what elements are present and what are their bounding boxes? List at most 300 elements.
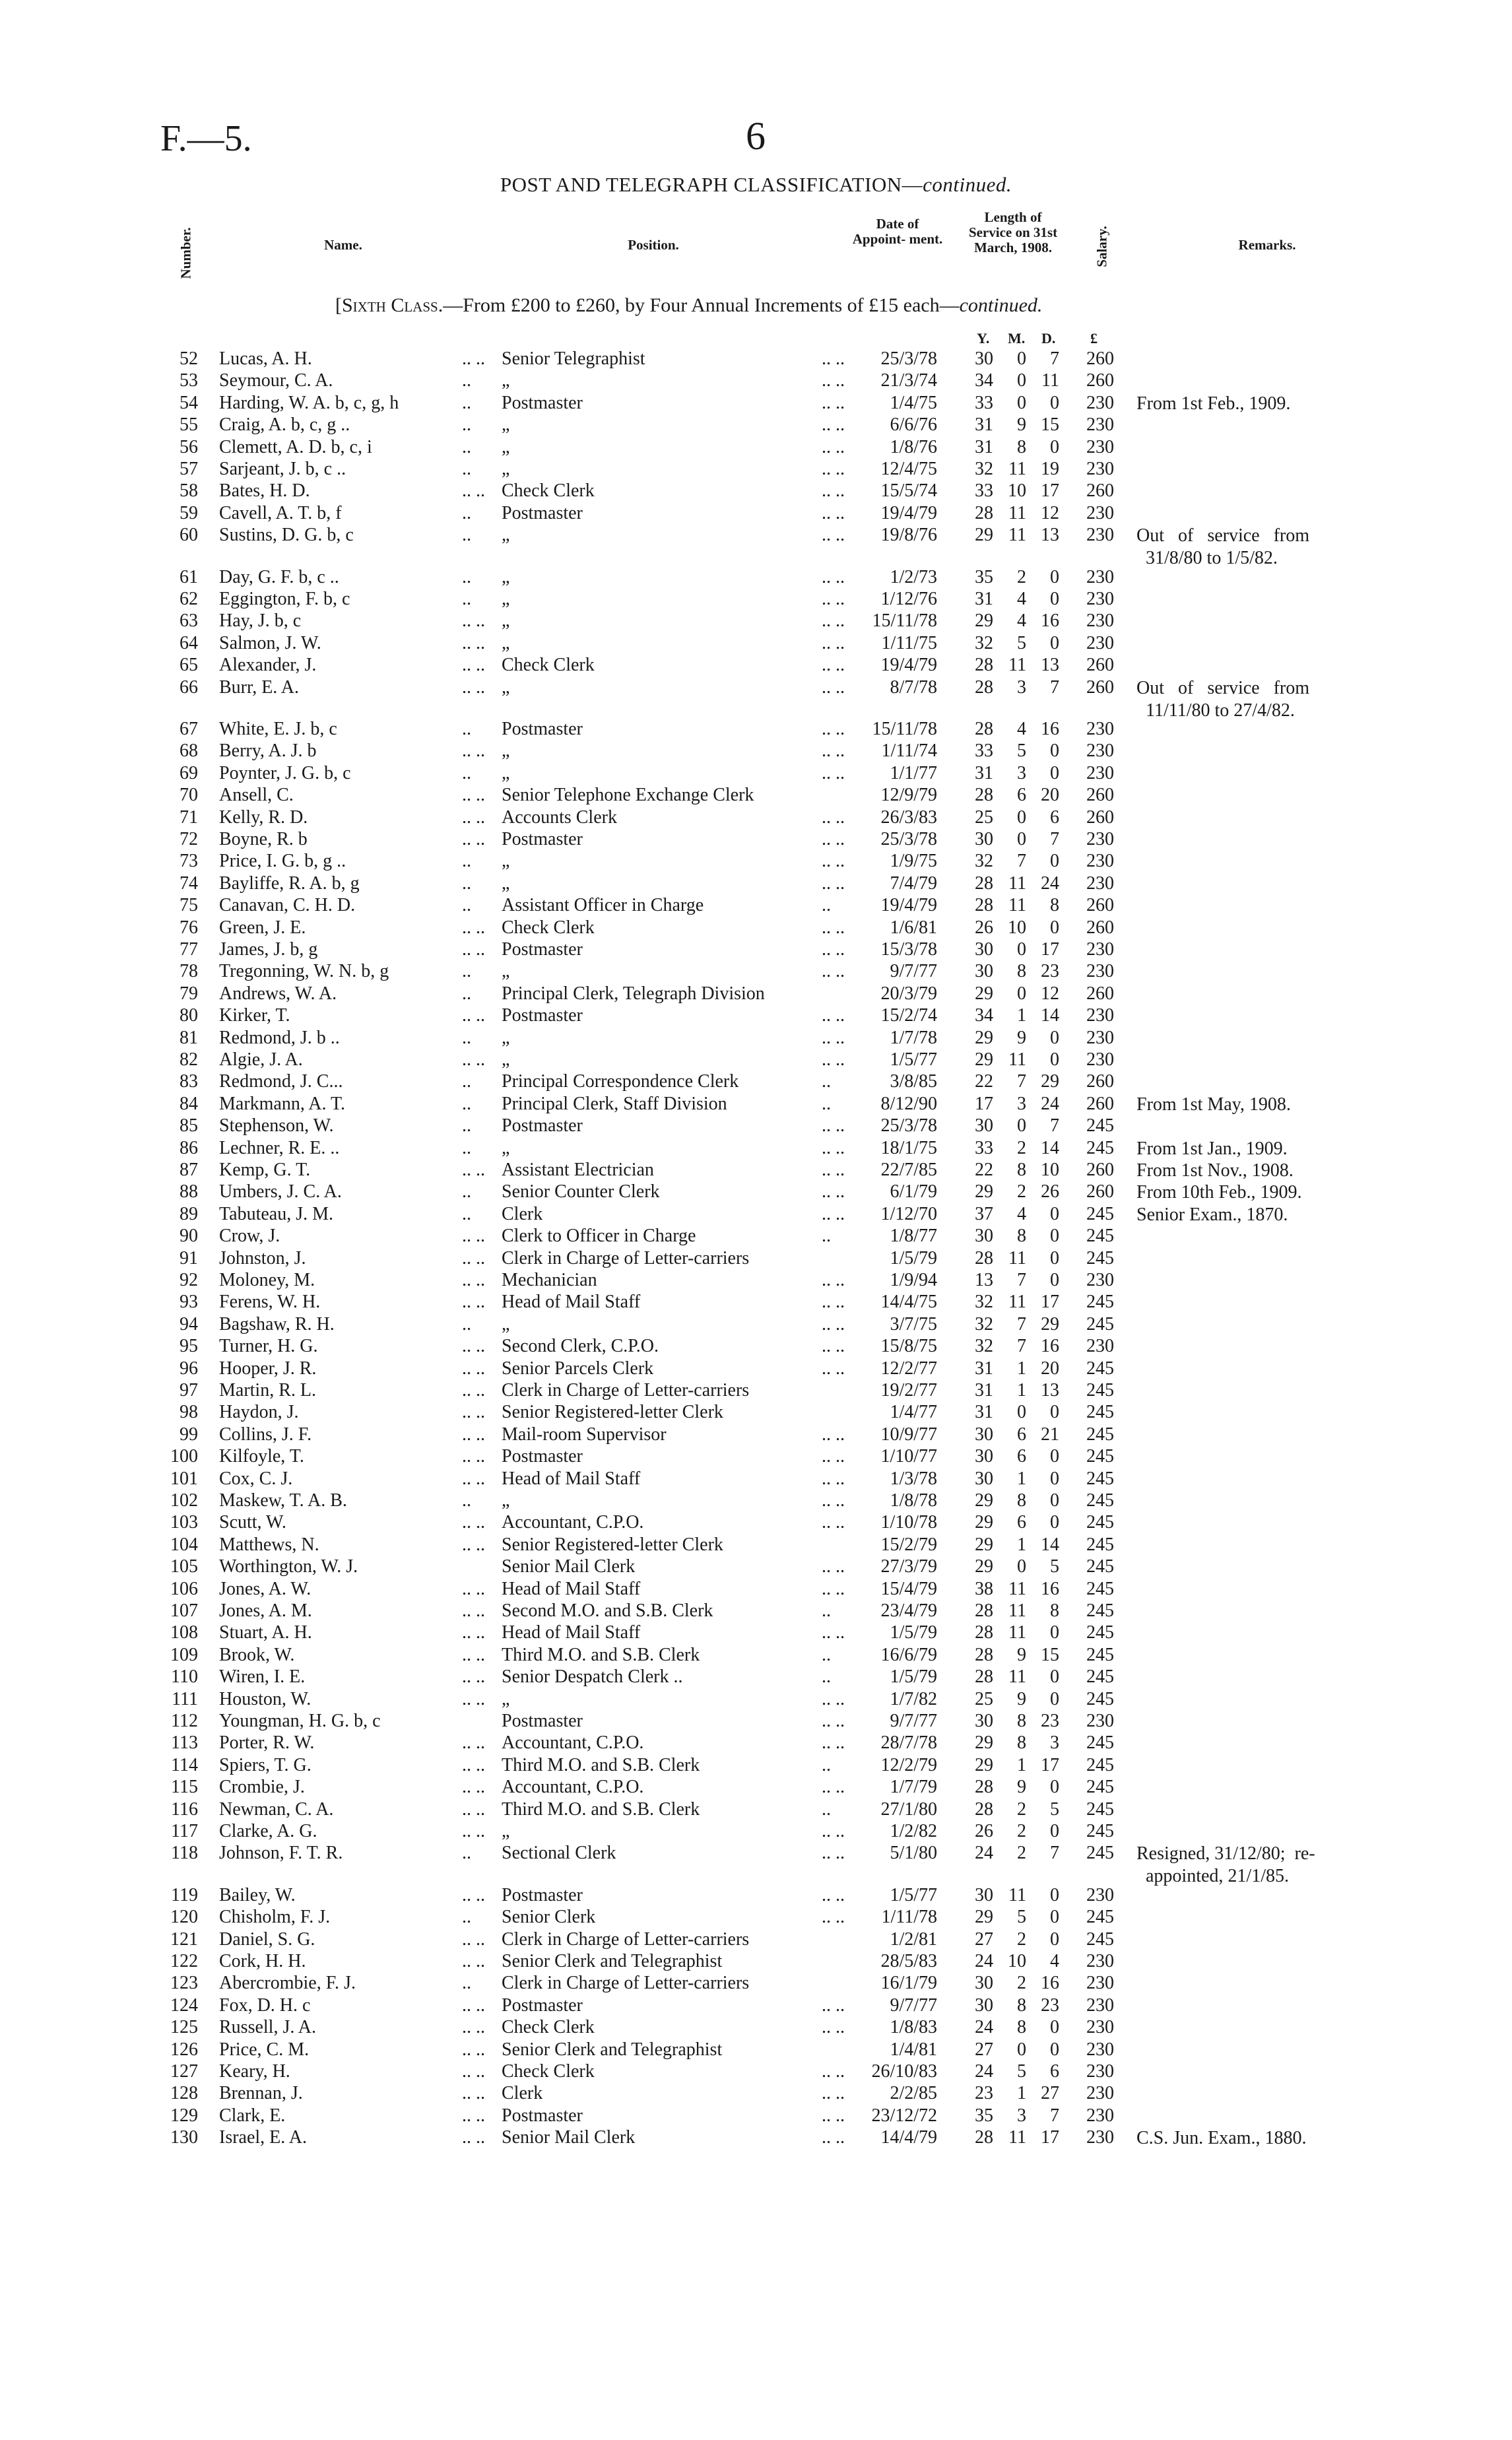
appointment-date: 1/10/77: [880, 1446, 937, 1467]
staff-name: Eggington, F. b, c: [219, 589, 350, 609]
appointment-date: 18/1/75: [880, 1137, 937, 1158]
staff-name: Price, I. G. b, g ..: [219, 851, 346, 872]
service-months: 11: [1008, 655, 1026, 676]
service-years: 28: [975, 1644, 993, 1665]
staff-name: Daniel, S. G.: [219, 1929, 315, 1950]
salary: 230: [1086, 1995, 1114, 2016]
service-months: 10: [1008, 917, 1026, 938]
leader-dots: ..: [462, 370, 471, 391]
service-days: 29: [1041, 1071, 1059, 1092]
row-number: 53: [180, 370, 198, 391]
table-row: [0, 1204, 1512, 1225]
row-number: 98: [180, 1402, 198, 1423]
class-suffix: continued.: [959, 294, 1043, 316]
staff-position: Mail-room Supervisor: [502, 1424, 667, 1445]
table-row: [0, 1468, 1512, 1490]
row-number: 130: [170, 2127, 198, 2148]
service-months: 6: [1017, 1446, 1026, 1467]
service-months: 3: [1017, 762, 1026, 783]
salary: 245: [1086, 1600, 1114, 1621]
staff-name: Jones, A. M.: [219, 1600, 312, 1621]
service-months: 7: [1017, 1071, 1026, 1092]
leader-dots: ..: [822, 895, 831, 916]
appointment-date: 15/11/78: [872, 719, 937, 739]
leader-dots: .. ..: [822, 1884, 845, 1905]
staff-name: Tabuteau, J. M.: [219, 1203, 334, 1224]
leader-dots: ..: [822, 1754, 831, 1775]
row-number: 97: [180, 1380, 198, 1401]
row-number: 105: [170, 1556, 198, 1577]
service-days: 11: [1041, 370, 1059, 391]
row-number: 103: [170, 1512, 198, 1533]
service-years: 29: [975, 1049, 993, 1070]
service-months: 6: [1017, 785, 1026, 806]
service-years: 31: [975, 414, 993, 436]
staff-name: Stephenson, W.: [219, 1115, 334, 1137]
appointment-date: 1/7/79: [890, 1777, 937, 1798]
salary: 245: [1086, 1490, 1114, 1511]
service-years: 29: [975, 1732, 993, 1754]
table-row: [0, 1115, 1512, 1137]
row-number: 93: [180, 1292, 198, 1313]
leader-dots: .. ..: [822, 566, 845, 587]
service-days: 7: [1050, 348, 1059, 369]
service-days: 16: [1041, 1336, 1059, 1357]
row-number: 117: [171, 1821, 198, 1841]
table-row: [0, 1843, 1512, 1887]
row-number: 77: [180, 939, 198, 960]
service-years: 24: [975, 2061, 993, 2082]
service-days: 0: [1050, 1666, 1059, 1688]
leader-dots: .. ..: [462, 1468, 485, 1489]
service-days: 0: [1050, 1929, 1059, 1950]
leader-dots: .. ..: [822, 762, 845, 783]
row-number: 76: [180, 917, 198, 938]
staff-name: Cork, H. H.: [219, 1951, 306, 1971]
service-months: 11: [1008, 1884, 1026, 1905]
service-months: 4: [1017, 589, 1026, 609]
service-years: 34: [975, 1005, 993, 1026]
staff-position: „: [502, 589, 510, 609]
table-row: [0, 633, 1512, 654]
staff-name: Lechner, R. E. ..: [219, 1137, 340, 1158]
leader-dots: .. ..: [822, 851, 845, 872]
staff-name: Newman, C. A.: [219, 1798, 334, 1820]
staff-position: „: [502, 873, 510, 894]
row-number: 87: [180, 1160, 198, 1180]
service-months: 11: [1008, 502, 1026, 523]
staff-name: Kelly, R. D.: [219, 807, 308, 828]
row-number: 54: [180, 392, 198, 413]
service-years: 31: [975, 1358, 993, 1379]
service-months: 0: [1017, 370, 1026, 391]
service-years: 30: [975, 348, 993, 369]
table-row: [0, 1094, 1512, 1115]
leader-dots: .. ..: [462, 1380, 485, 1401]
service-years: 30: [975, 1995, 993, 2016]
appointment-date: 1/10/78: [880, 1512, 937, 1533]
row-number: 73: [180, 851, 198, 872]
table-row: [0, 1755, 1512, 1776]
leader-dots: .. ..: [822, 436, 845, 457]
service-months: 11: [1008, 1622, 1026, 1643]
leader-dots: ..: [462, 436, 471, 457]
service-months: 11: [1008, 895, 1026, 916]
staff-name: Sustins, D. G. b, c: [219, 525, 354, 546]
service-months: 2: [1017, 1137, 1026, 1158]
service-months: 2: [1017, 1798, 1026, 1820]
salary: 230: [1086, 2017, 1114, 2038]
salary: 245: [1086, 1534, 1114, 1555]
row-number: 82: [180, 1049, 198, 1070]
appointment-date: 1/8/76: [890, 436, 937, 457]
table-row: [0, 1424, 1512, 1445]
leader-dots: .. ..: [822, 414, 845, 436]
leader-dots: .. ..: [822, 1821, 845, 1841]
service-years: 22: [975, 1071, 993, 1092]
staff-name: Umbers, J. C. A.: [219, 1181, 342, 1203]
staff-position: Senior Telephone Exchange Clerk: [502, 785, 754, 806]
salary: 245: [1086, 1929, 1114, 1950]
staff-name: Hooper, J. R.: [219, 1358, 317, 1379]
column-header-name: Name.: [324, 237, 362, 253]
leader-dots: .. ..: [822, 939, 845, 960]
table-row: [0, 1138, 1512, 1159]
leader-dots: ..: [462, 1843, 471, 1864]
leader-dots: .. ..: [822, 655, 845, 676]
salary: 230: [1086, 2061, 1114, 2082]
staff-name: Martin, R. L.: [219, 1380, 316, 1401]
salary: 260: [1086, 983, 1114, 1004]
staff-position: Third M.O. and S.B. Clerk: [502, 1754, 700, 1775]
service-days: 26: [1041, 1181, 1059, 1203]
staff-name: James, J. b, g: [219, 939, 318, 960]
staff-position: „: [502, 961, 510, 982]
appointment-date: 19/4/79: [880, 655, 937, 676]
service-years: 30: [975, 1424, 993, 1445]
row-number: 84: [180, 1093, 198, 1114]
service-days: 5: [1050, 1798, 1059, 1820]
appointment-date: 28/5/83: [880, 1951, 937, 1971]
service-years: 28: [975, 1247, 993, 1269]
row-number: 88: [180, 1181, 198, 1203]
service-days: 24: [1041, 1093, 1059, 1114]
row-number: 116: [171, 1798, 198, 1820]
service-months: 8: [1017, 1226, 1026, 1247]
service-years: 33: [975, 741, 993, 762]
salary: 245: [1086, 1358, 1114, 1379]
staff-name: Moloney, M.: [219, 1270, 315, 1290]
row-number: 113: [171, 1732, 198, 1754]
row-number: 78: [180, 961, 198, 982]
row-number: 90: [180, 1226, 198, 1247]
appointment-date: 15/3/78: [880, 939, 937, 960]
salary: 245: [1086, 1843, 1114, 1864]
service-years: 28: [975, 873, 993, 894]
staff-position: Head of Mail Staff: [502, 1292, 641, 1313]
remarks: From 1st May, 1908.: [1136, 1094, 1291, 1115]
leader-dots: .. ..: [822, 1688, 845, 1709]
row-number: 85: [180, 1115, 198, 1137]
staff-name: Israel, E. A.: [219, 2127, 307, 2148]
staff-name: Markmann, A. T.: [219, 1093, 346, 1114]
service-years: 29: [975, 1027, 993, 1048]
salary: 245: [1086, 1402, 1114, 1423]
staff-name: Alexander, J.: [219, 655, 317, 676]
salary: 245: [1086, 1446, 1114, 1467]
appointment-date: 1/4/77: [890, 1402, 937, 1423]
service-years: 30: [975, 1973, 993, 1994]
staff-position: Mechanician: [502, 1270, 597, 1290]
appointment-date: 27/1/80: [880, 1798, 937, 1820]
table-row: [0, 763, 1512, 784]
service-days: 0: [1050, 1490, 1059, 1511]
table-row: [0, 2127, 1512, 2148]
appointment-date: 19/4/79: [880, 502, 937, 523]
table-row: [0, 1336, 1512, 1357]
staff-position: Senior Mail Clerk: [502, 2127, 636, 2148]
staff-position: Check Clerk: [502, 2061, 595, 2082]
service-months: 8: [1017, 2017, 1026, 2038]
service-days: 3: [1050, 1732, 1059, 1754]
leader-dots: .. ..: [822, 502, 845, 523]
service-days: 0: [1050, 1622, 1059, 1643]
salary: 230: [1086, 829, 1114, 849]
salary: 230: [1086, 414, 1114, 436]
row-number: 101: [170, 1468, 198, 1489]
row-number: 108: [170, 1622, 198, 1643]
service-years: 28: [975, 1798, 993, 1820]
appointment-date: 12/2/77: [880, 1358, 937, 1379]
service-years: 28: [975, 1777, 993, 1798]
row-number: 100: [170, 1446, 198, 1467]
service-years: 33: [975, 1137, 993, 1158]
staff-position: Postmaster: [502, 1005, 583, 1026]
service-days: 0: [1050, 2017, 1059, 2038]
staff-position: Senior Registered-letter Clerk: [502, 1534, 723, 1555]
staff-position: Senior Telegraphist: [502, 348, 645, 369]
service-days: 17: [1041, 1754, 1059, 1775]
class-name: Sixth Class: [342, 294, 438, 316]
staff-name: Lucas, A. H.: [219, 348, 312, 369]
leader-dots: .. ..: [822, 1115, 845, 1137]
staff-name: Poynter, J. G. b, c: [219, 762, 351, 783]
leader-dots: ..: [462, 525, 471, 546]
row-number: 91: [180, 1247, 198, 1269]
service-days: 23: [1041, 1995, 1059, 2016]
table-row: [0, 589, 1512, 610]
row-number: 52: [180, 348, 198, 369]
appointment-date: 15/2/74: [880, 1005, 937, 1026]
service-years: 28: [975, 785, 993, 806]
table-row: [0, 1689, 1512, 1710]
row-number: 65: [180, 655, 198, 676]
leader-dots: .. ..: [462, 939, 485, 960]
service-days: 14: [1041, 1005, 1059, 1026]
service-days: 7: [1050, 2105, 1059, 2126]
salary: 245: [1086, 1380, 1114, 1401]
salary: 230: [1086, 436, 1114, 457]
salary: 245: [1086, 1644, 1114, 1665]
table-row: [0, 1600, 1512, 1622]
column-header-remarks: Remarks.: [1238, 237, 1296, 253]
service-days: 0: [1050, 1512, 1059, 1533]
table-row: [0, 829, 1512, 850]
leader-dots: .. ..: [822, 1005, 845, 1026]
staff-position: Senior Clerk: [502, 1907, 596, 1928]
salary: 230: [1086, 762, 1114, 783]
row-number: 59: [180, 502, 198, 523]
service-months: 1: [1017, 1380, 1026, 1401]
leader-dots: .. ..: [822, 1512, 845, 1533]
table-row: [0, 676, 1512, 721]
table-row: [0, 2039, 1512, 2061]
service-months: 11: [1008, 1666, 1026, 1688]
service-years: 28: [975, 895, 993, 916]
staff-position: Postmaster: [502, 829, 583, 849]
staff-position: Assistant Officer in Charge: [502, 895, 704, 916]
row-number: 60: [180, 525, 198, 546]
salary: 245: [1086, 1115, 1114, 1137]
salary: 230: [1086, 1027, 1114, 1048]
table-row: [0, 961, 1512, 982]
service-months: 2: [1017, 1181, 1026, 1203]
staff-name: Kirker, T.: [219, 1005, 290, 1026]
service-years: 31: [975, 436, 993, 457]
appointment-date: 1/3/78: [890, 1468, 937, 1489]
service-months: 5: [1017, 741, 1026, 762]
table-row: [0, 873, 1512, 894]
staff-name: Boyne, R. b: [219, 829, 308, 849]
salary: 230: [1086, 525, 1114, 546]
table-row: [0, 1181, 1512, 1203]
salary: 230: [1086, 2127, 1114, 2148]
leader-dots: .. ..: [822, 961, 845, 982]
service-years: 32: [975, 1336, 993, 1357]
row-number: 70: [180, 785, 198, 806]
appointment-date: 2/2/85: [890, 2083, 937, 2104]
staff-name: Redmond, J. b ..: [219, 1027, 340, 1048]
appointment-date: 10/9/77: [880, 1424, 937, 1445]
service-months: 4: [1017, 719, 1026, 739]
salary: 260: [1086, 895, 1114, 916]
appointment-date: 1/2/81: [890, 1929, 937, 1950]
leader-dots: .. ..: [462, 1005, 485, 1026]
leader-dots: .. ..: [822, 392, 845, 413]
leader-dots: .. ..: [822, 348, 845, 369]
salary: 245: [1086, 1203, 1114, 1224]
staff-position: Postmaster: [502, 502, 583, 523]
staff-name: Chisholm, F. J.: [219, 1907, 331, 1928]
staff-position: Postmaster: [502, 2105, 583, 2126]
leader-dots: ..: [822, 1071, 831, 1092]
leader-dots: .. ..: [462, 655, 485, 676]
staff-position: Postmaster: [502, 392, 583, 413]
staff-position: Clerk in Charge of Letter-carriers: [502, 1929, 750, 1950]
service-months: 11: [1008, 1049, 1026, 1070]
service-days: 12: [1041, 502, 1059, 523]
service-months: 0: [1017, 1115, 1026, 1137]
table-row: [0, 1534, 1512, 1556]
service-months: 0: [1017, 2039, 1026, 2060]
salary: 260: [1086, 1181, 1114, 1203]
leader-dots: ..: [822, 1666, 831, 1688]
row-number: 83: [180, 1071, 198, 1092]
staff-position: Senior Clerk and Telegraphist: [502, 1951, 723, 1971]
leader-dots: .. ..: [822, 1843, 845, 1864]
salary: 245: [1086, 1688, 1114, 1709]
service-days: 0: [1050, 1821, 1059, 1841]
staff-position: Postmaster: [502, 939, 583, 960]
table-row: [0, 655, 1512, 676]
table-row: [0, 1380, 1512, 1401]
staff-position: Senior Mail Clerk: [502, 1556, 636, 1577]
table-row: [0, 2083, 1512, 2104]
service-days: 15: [1041, 1644, 1059, 1665]
service-years: 32: [975, 851, 993, 872]
remarks: Out of service from 11/11/80 to 27/4/82.: [1136, 677, 1310, 721]
leader-dots: ..: [462, 502, 471, 523]
column-header-salary: Salary.: [1094, 226, 1110, 267]
leader-dots: .. ..: [822, 1313, 845, 1335]
appointment-date: 1/8/77: [890, 1226, 937, 1247]
table-row: [0, 610, 1512, 632]
staff-name: Collins, J. F.: [219, 1424, 312, 1445]
table-row: [0, 1622, 1512, 1643]
leader-dots: .. ..: [822, 525, 845, 546]
service-days: 23: [1041, 1711, 1059, 1731]
staff-position: Accountant, C.P.O.: [502, 1732, 644, 1754]
service-months: 11: [1008, 2127, 1026, 2148]
staff-name: Day, G. F. b, c ..: [219, 566, 339, 587]
staff-name: Craig, A. b, c, g ..: [219, 414, 350, 436]
staff-position: Check Clerk: [502, 655, 595, 676]
appointment-date: 12/9/79: [880, 785, 937, 806]
table-row: [0, 983, 1512, 1005]
appointment-date: 16/6/79: [880, 1644, 937, 1665]
service-years: 26: [975, 1821, 993, 1841]
appointment-date: 23/4/79: [880, 1600, 937, 1621]
table-row: [0, 1248, 1512, 1269]
leader-dots: ..: [462, 392, 471, 413]
service-years: 24: [975, 1951, 993, 1971]
salary: 245: [1086, 1424, 1114, 1445]
service-days: 12: [1041, 983, 1059, 1004]
leader-dots: .. ..: [462, 348, 485, 369]
service-months: 7: [1017, 1313, 1026, 1335]
table-row: [0, 2017, 1512, 2038]
remarks: From 1st Nov., 1908.: [1136, 1160, 1294, 1181]
service-days: 7: [1050, 676, 1059, 698]
service-days: 0: [1050, 632, 1059, 653]
table-row: [0, 480, 1512, 502]
table-row: [0, 503, 1512, 524]
staff-name: Clemett, A. D. b, c, i: [219, 436, 372, 457]
service-years: 29: [975, 1907, 993, 1928]
service-years: 29: [975, 1556, 993, 1577]
row-number: 96: [180, 1358, 198, 1379]
row-number: 122: [170, 1951, 198, 1971]
staff-position: Principal Clerk, Telegraph Division: [502, 983, 765, 1004]
table-row: [0, 1160, 1512, 1181]
leader-dots: .. ..: [822, 741, 845, 762]
staff-name: Seymour, C. A.: [219, 370, 333, 391]
staff-position: Third M.O. and S.B. Clerk: [502, 1644, 700, 1665]
appointment-date: 1/5/77: [890, 1884, 937, 1905]
remarks: Senior Exam., 1870.: [1136, 1204, 1288, 1225]
leader-dots: .. ..: [822, 610, 845, 632]
staff-position: Postmaster: [502, 1711, 583, 1731]
